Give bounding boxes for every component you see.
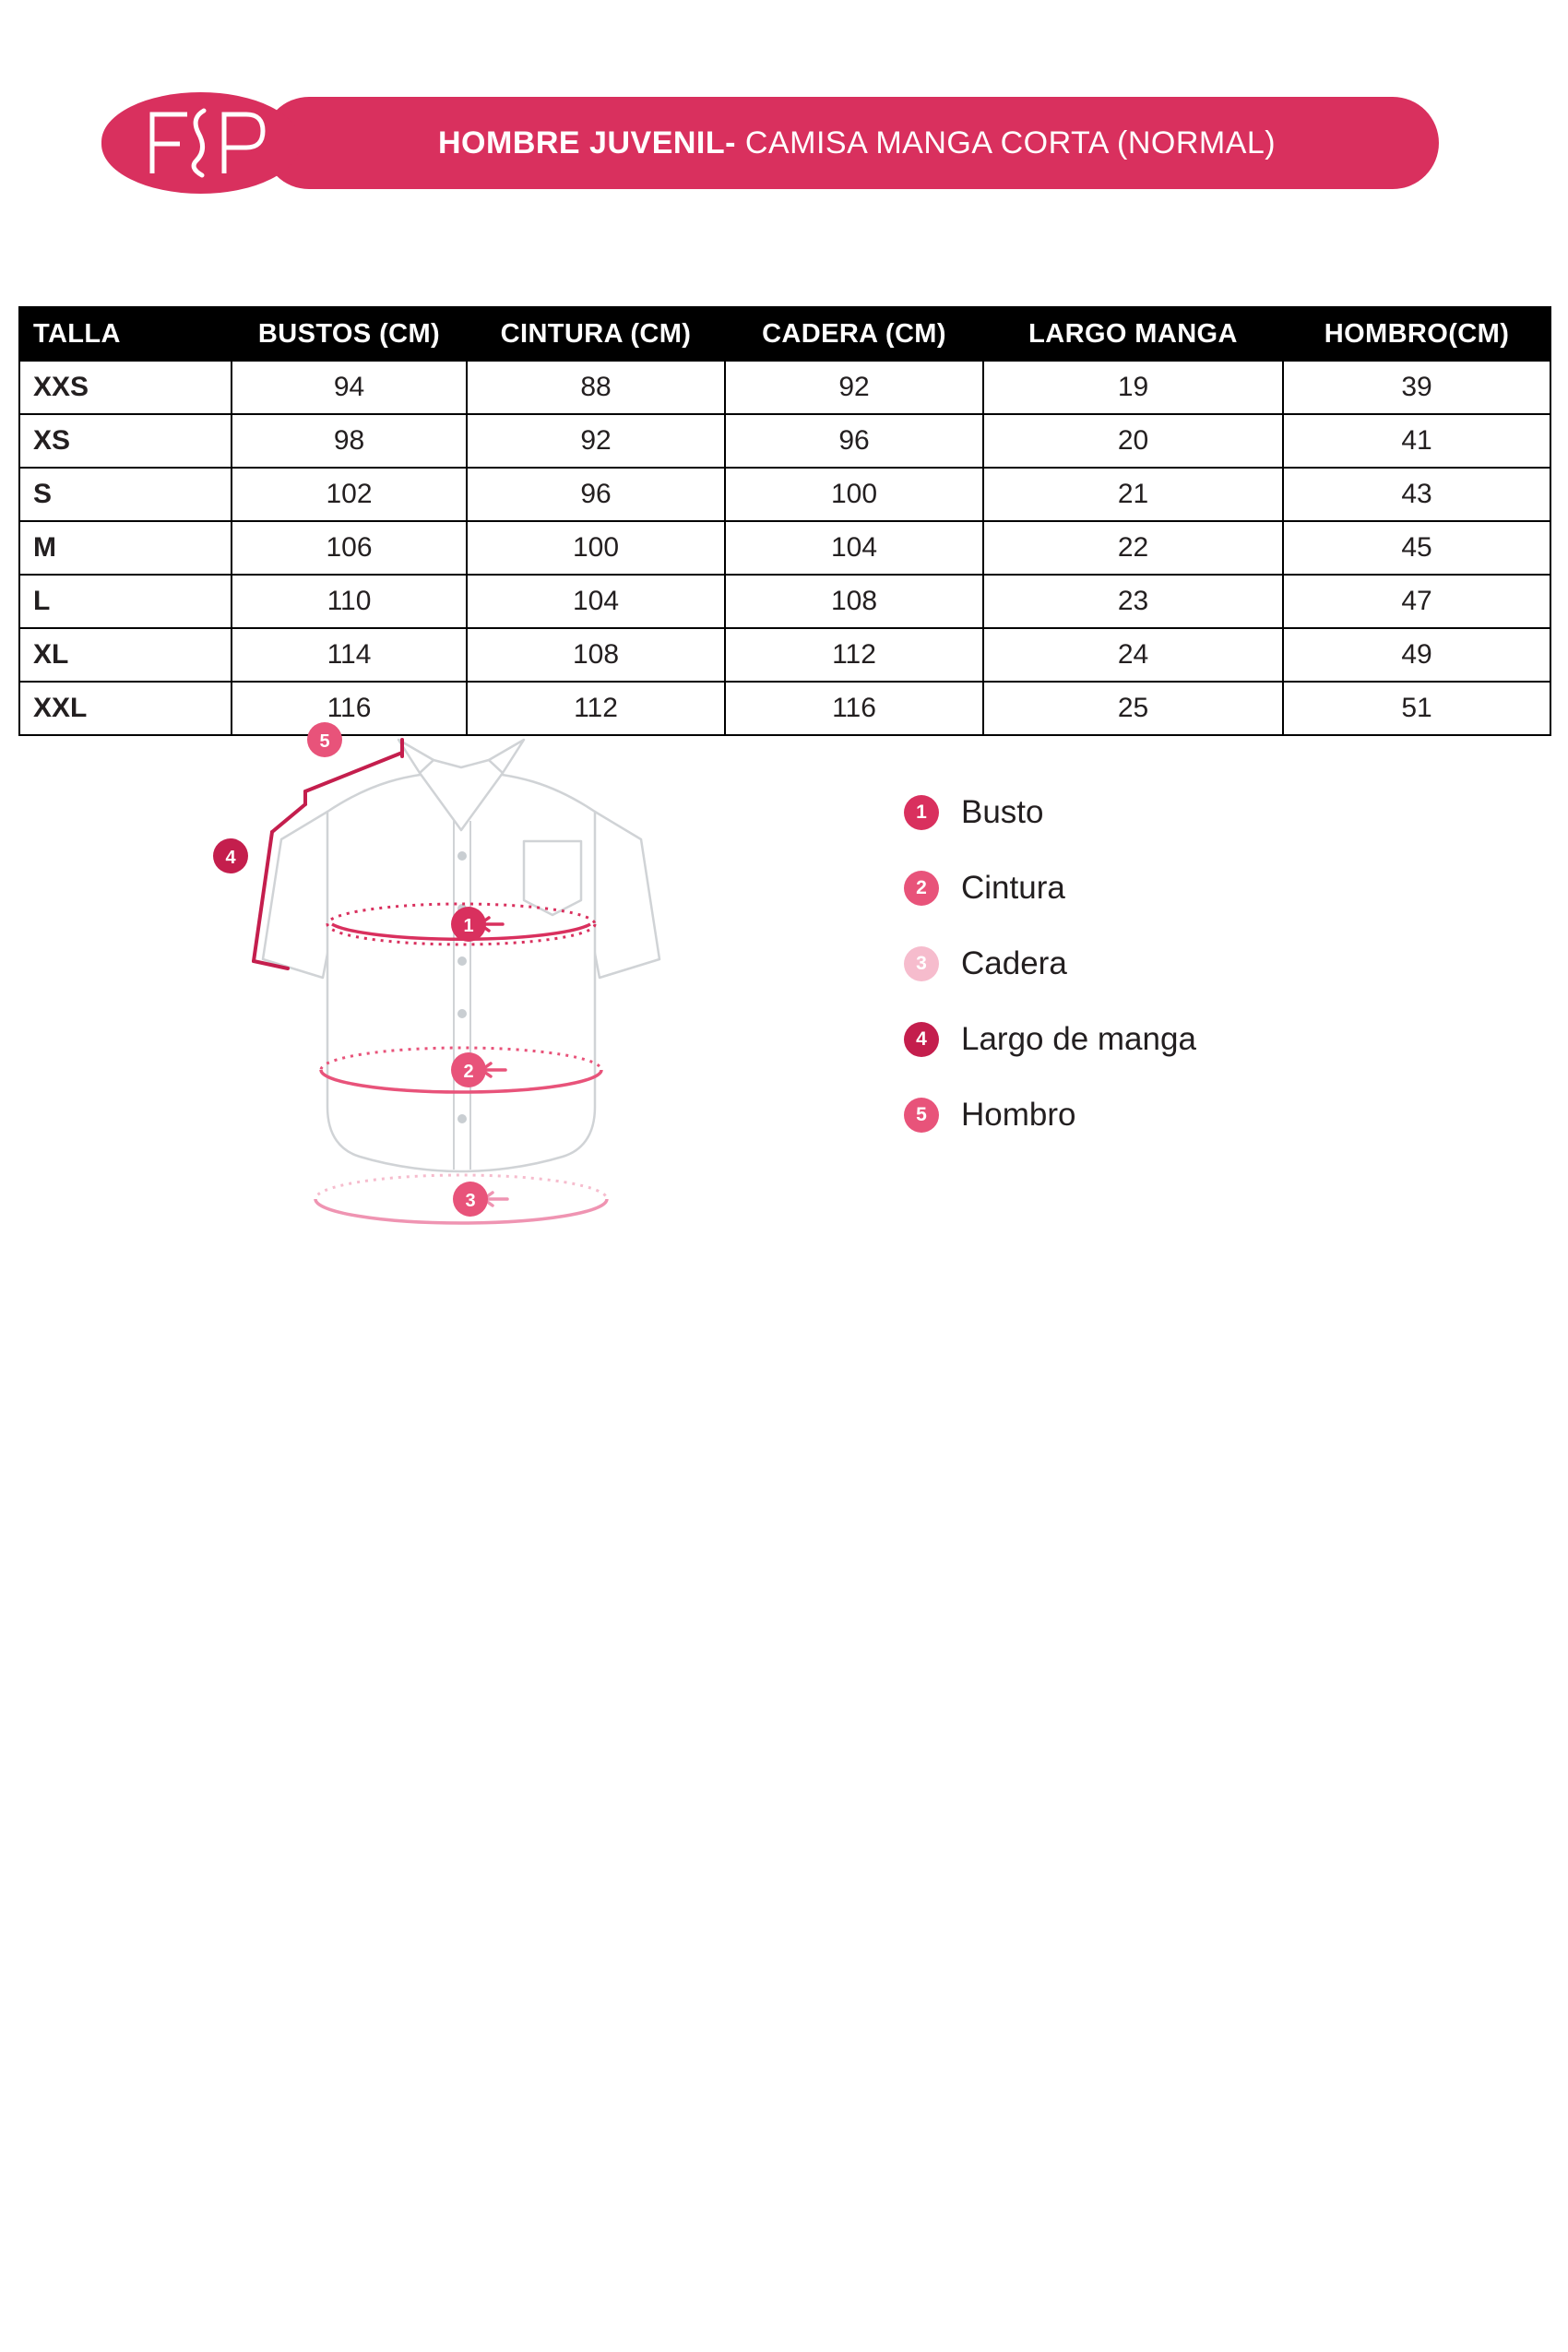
cell-cadera: 116 bbox=[725, 682, 983, 735]
cell-hombro: 39 bbox=[1283, 361, 1550, 414]
cell-bustos: 94 bbox=[232, 361, 467, 414]
legend-bullet-1: 1 bbox=[904, 795, 939, 830]
legend-item-largo-de-manga bbox=[904, 1002, 1420, 1077]
diagram-marker-5 bbox=[307, 722, 342, 757]
header-banner bbox=[263, 97, 1439, 189]
cell-talla: XXL bbox=[19, 682, 232, 735]
diagram-marker-3 bbox=[453, 1182, 488, 1217]
cell-talla: XXS bbox=[19, 361, 232, 414]
cell-largo-manga: 19 bbox=[983, 361, 1283, 414]
cell-bustos: 102 bbox=[232, 468, 467, 521]
legend-label-cadera: Cadera bbox=[961, 945, 1067, 981]
table-row bbox=[19, 361, 1550, 414]
legend-item-hombro bbox=[904, 1077, 1420, 1153]
legend-bullet-4: 4 bbox=[904, 1022, 939, 1057]
cell-cadera: 92 bbox=[725, 361, 983, 414]
cell-talla: XS bbox=[19, 414, 232, 468]
page-title-category: HOMBRE JUVENIL- bbox=[438, 125, 736, 160]
table-row bbox=[19, 628, 1550, 682]
legend-bullet-5: 5 bbox=[904, 1098, 939, 1133]
diagram-marker-4 bbox=[213, 838, 248, 873]
cell-bustos: 98 bbox=[232, 414, 467, 468]
column-header-largo-manga: LARGO MANGA bbox=[983, 307, 1283, 361]
shirt-outline-icon bbox=[263, 740, 659, 1171]
cell-cintura: 104 bbox=[467, 575, 725, 628]
column-header-cintura: CINTURA (CM) bbox=[467, 307, 725, 361]
cell-talla: S bbox=[19, 468, 232, 521]
column-header-hombro: HOMBRO(CM) bbox=[1283, 307, 1550, 361]
brand-logo bbox=[101, 92, 300, 194]
cell-talla: M bbox=[19, 521, 232, 575]
svg-text:2: 2 bbox=[463, 1062, 474, 1082]
cell-cintura: 100 bbox=[467, 521, 725, 575]
cell-talla: XL bbox=[19, 628, 232, 682]
fsp-logo-icon bbox=[132, 101, 270, 184]
cell-cintura: 112 bbox=[467, 682, 725, 735]
table-row bbox=[19, 414, 1550, 468]
legend-bullet-3: 3 bbox=[904, 946, 939, 981]
svg-text:4: 4 bbox=[225, 848, 236, 868]
table-header-row bbox=[19, 307, 1550, 361]
table-row bbox=[19, 468, 1550, 521]
size-chart-table bbox=[18, 306, 1551, 736]
column-header-cadera: CADERA (CM) bbox=[725, 307, 983, 361]
table-row bbox=[19, 575, 1550, 628]
legend-bullet-2: 2 bbox=[904, 871, 939, 906]
cell-bustos: 110 bbox=[232, 575, 467, 628]
page-header bbox=[101, 92, 1439, 194]
cell-cintura: 88 bbox=[467, 361, 725, 414]
legend-item-cintura bbox=[904, 850, 1420, 926]
cell-largo-manga: 24 bbox=[983, 628, 1283, 682]
legend-label-cintura: Cintura bbox=[961, 870, 1065, 906]
shirt-illustration bbox=[184, 719, 775, 1273]
legend-label-hombro: Hombro bbox=[961, 1097, 1076, 1133]
cell-largo-manga: 20 bbox=[983, 414, 1283, 468]
cell-largo-manga: 25 bbox=[983, 682, 1283, 735]
cell-largo-manga: 21 bbox=[983, 468, 1283, 521]
cell-hombro: 41 bbox=[1283, 414, 1550, 468]
column-header-bustos: BUSTOS (CM) bbox=[232, 307, 467, 361]
cell-hombro: 47 bbox=[1283, 575, 1550, 628]
legend-label-busto: Busto bbox=[961, 794, 1044, 830]
cell-hombro: 51 bbox=[1283, 682, 1550, 735]
page-title bbox=[438, 125, 1276, 161]
svg-text:3: 3 bbox=[465, 1191, 476, 1211]
cell-bustos: 114 bbox=[232, 628, 467, 682]
garment-diagram bbox=[184, 719, 775, 1273]
cell-bustos: 116 bbox=[232, 682, 467, 735]
measurement-legend bbox=[904, 775, 1420, 1153]
diagram-marker-2 bbox=[451, 1052, 486, 1087]
cell-cintura: 96 bbox=[467, 468, 725, 521]
legend-label-largo-de-manga: Largo de manga bbox=[961, 1021, 1196, 1057]
cell-cadera: 96 bbox=[725, 414, 983, 468]
cell-largo-manga: 22 bbox=[983, 521, 1283, 575]
cell-hombro: 49 bbox=[1283, 628, 1550, 682]
legend-item-cadera bbox=[904, 926, 1420, 1002]
svg-text:1: 1 bbox=[463, 916, 474, 936]
cell-cadera: 108 bbox=[725, 575, 983, 628]
cell-cadera: 100 bbox=[725, 468, 983, 521]
table-row bbox=[19, 521, 1550, 575]
cell-bustos: 106 bbox=[232, 521, 467, 575]
diagram-marker-1 bbox=[451, 907, 486, 942]
cell-hombro: 43 bbox=[1283, 468, 1550, 521]
cell-talla: L bbox=[19, 575, 232, 628]
cell-hombro: 45 bbox=[1283, 521, 1550, 575]
page-title-garment: CAMISA MANGA CORTA (NORMAL) bbox=[735, 125, 1277, 160]
column-header-talla: TALLA bbox=[19, 307, 232, 361]
size-chart-table-wrapper bbox=[18, 306, 1550, 736]
legend-item-busto bbox=[904, 775, 1420, 850]
cell-cintura: 108 bbox=[467, 628, 725, 682]
cell-cadera: 112 bbox=[725, 628, 983, 682]
cell-cadera: 104 bbox=[725, 521, 983, 575]
cell-largo-manga: 23 bbox=[983, 575, 1283, 628]
svg-text:5: 5 bbox=[319, 731, 330, 752]
cell-cintura: 92 bbox=[467, 414, 725, 468]
